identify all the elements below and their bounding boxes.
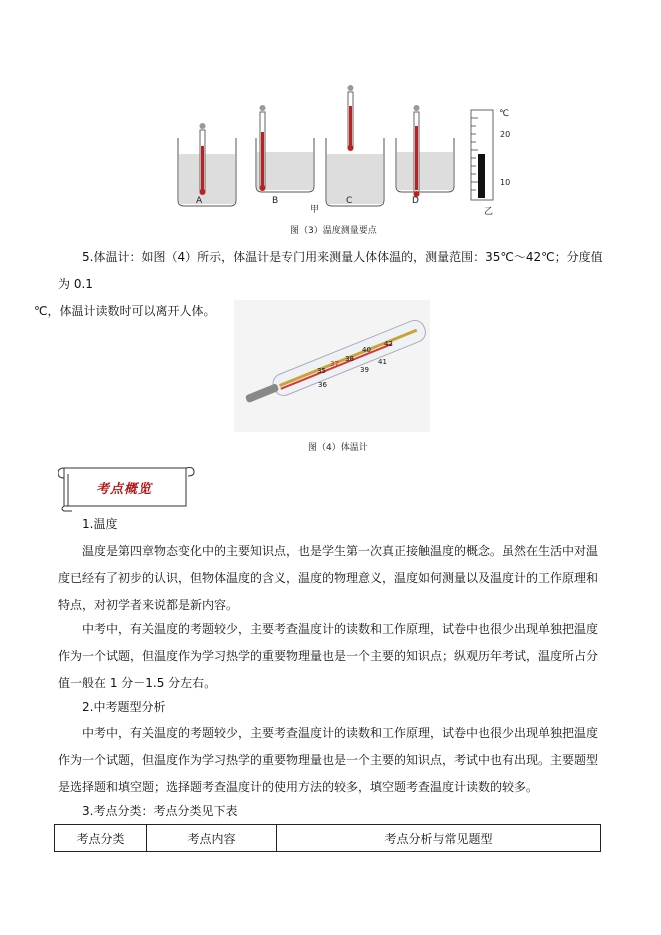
figure-3-caption: 图（3）温度测量要点 [290, 226, 377, 236]
table-header-category: 考点分类 [55, 825, 147, 852]
scale-number-36: 36 [318, 381, 327, 389]
section-1-paragraph-2: 中考中，有关温度的考题较少，主要考查温度计的读数和工作原理，试卷中也很少出现单独把温度作为一个试题，但温度作为学习热学的重要物理量也是一个主要的知识点；纵观历年考试，温度所占分值一般在 1 分－1.5 分左右。 [58, 622, 599, 690]
scale-number-37: 37 [330, 360, 339, 368]
table-header-analysis: 考点分析与常见题型 [277, 825, 601, 852]
scale-number-38: 38 [345, 355, 354, 363]
thermometer-description-line1: 5.体温计：如图（4）所示，体温计是专门用来测量人体体温的，测量范围：35℃～42℃；分度值为 0.1 [58, 250, 603, 291]
scale-tick-10: 10 [500, 178, 511, 187]
scale-number-35: 35 [317, 367, 326, 375]
table-header-row [55, 825, 601, 852]
scale-unit: ℃ [499, 109, 510, 119]
side-label: 乙 [484, 207, 494, 217]
scale-number-40: 40 [362, 346, 371, 354]
section-1-title: 1.温度 [82, 517, 118, 531]
table-header-content: 考点内容 [147, 825, 277, 852]
scale-number-41: 41 [378, 358, 387, 366]
figure-3-beakers [168, 82, 511, 218]
beaker-label-b: B [272, 196, 279, 206]
section-banner-title: 考点概览 [96, 482, 153, 497]
beaker-label-c: C [346, 196, 353, 206]
scale-number-42: 42 [384, 340, 393, 348]
section-2-paragraph-1: 中考中，有关温度的考题较少，主要考查温度计的读数和工作原理，试卷中也很少出现单独把温度作为一个试题，但温度作为学习热学的重要物理量也是一个主要的知识点，考试中也有出现。主要题型是选择题和填空题；选择题考查温度计的使用方法的较多，填空题考查温度计读数的较多。 [58, 726, 599, 794]
section-2-title: 2.中考题型分析 [82, 700, 166, 714]
thermometer-description-line2: ℃，体温计读数时可以离开人体。 [34, 304, 216, 318]
scale-tick-20: 20 [500, 130, 511, 139]
section-3-title: 3.考点分类：考点分类见下表 [82, 804, 238, 818]
scale-number-39: 39 [360, 366, 369, 374]
section-1-paragraph-1: 温度是第四章物态变化中的主要知识点，也是学生第一次真正接触温度的概念。虽然在生活中对温度已经有了初步的认识，但物体温度的含义，温度的物理意义，温度如何测量以及温度计的工作原理和特点，对初学者来说都是新内容。 [58, 544, 599, 612]
beaker-label-a: A [196, 196, 203, 206]
group-label: 甲 [310, 205, 320, 215]
figure-4-caption: 图（4）体温计 [308, 443, 368, 453]
beaker-label-d: D [412, 196, 419, 206]
exam-points-table [54, 824, 601, 852]
